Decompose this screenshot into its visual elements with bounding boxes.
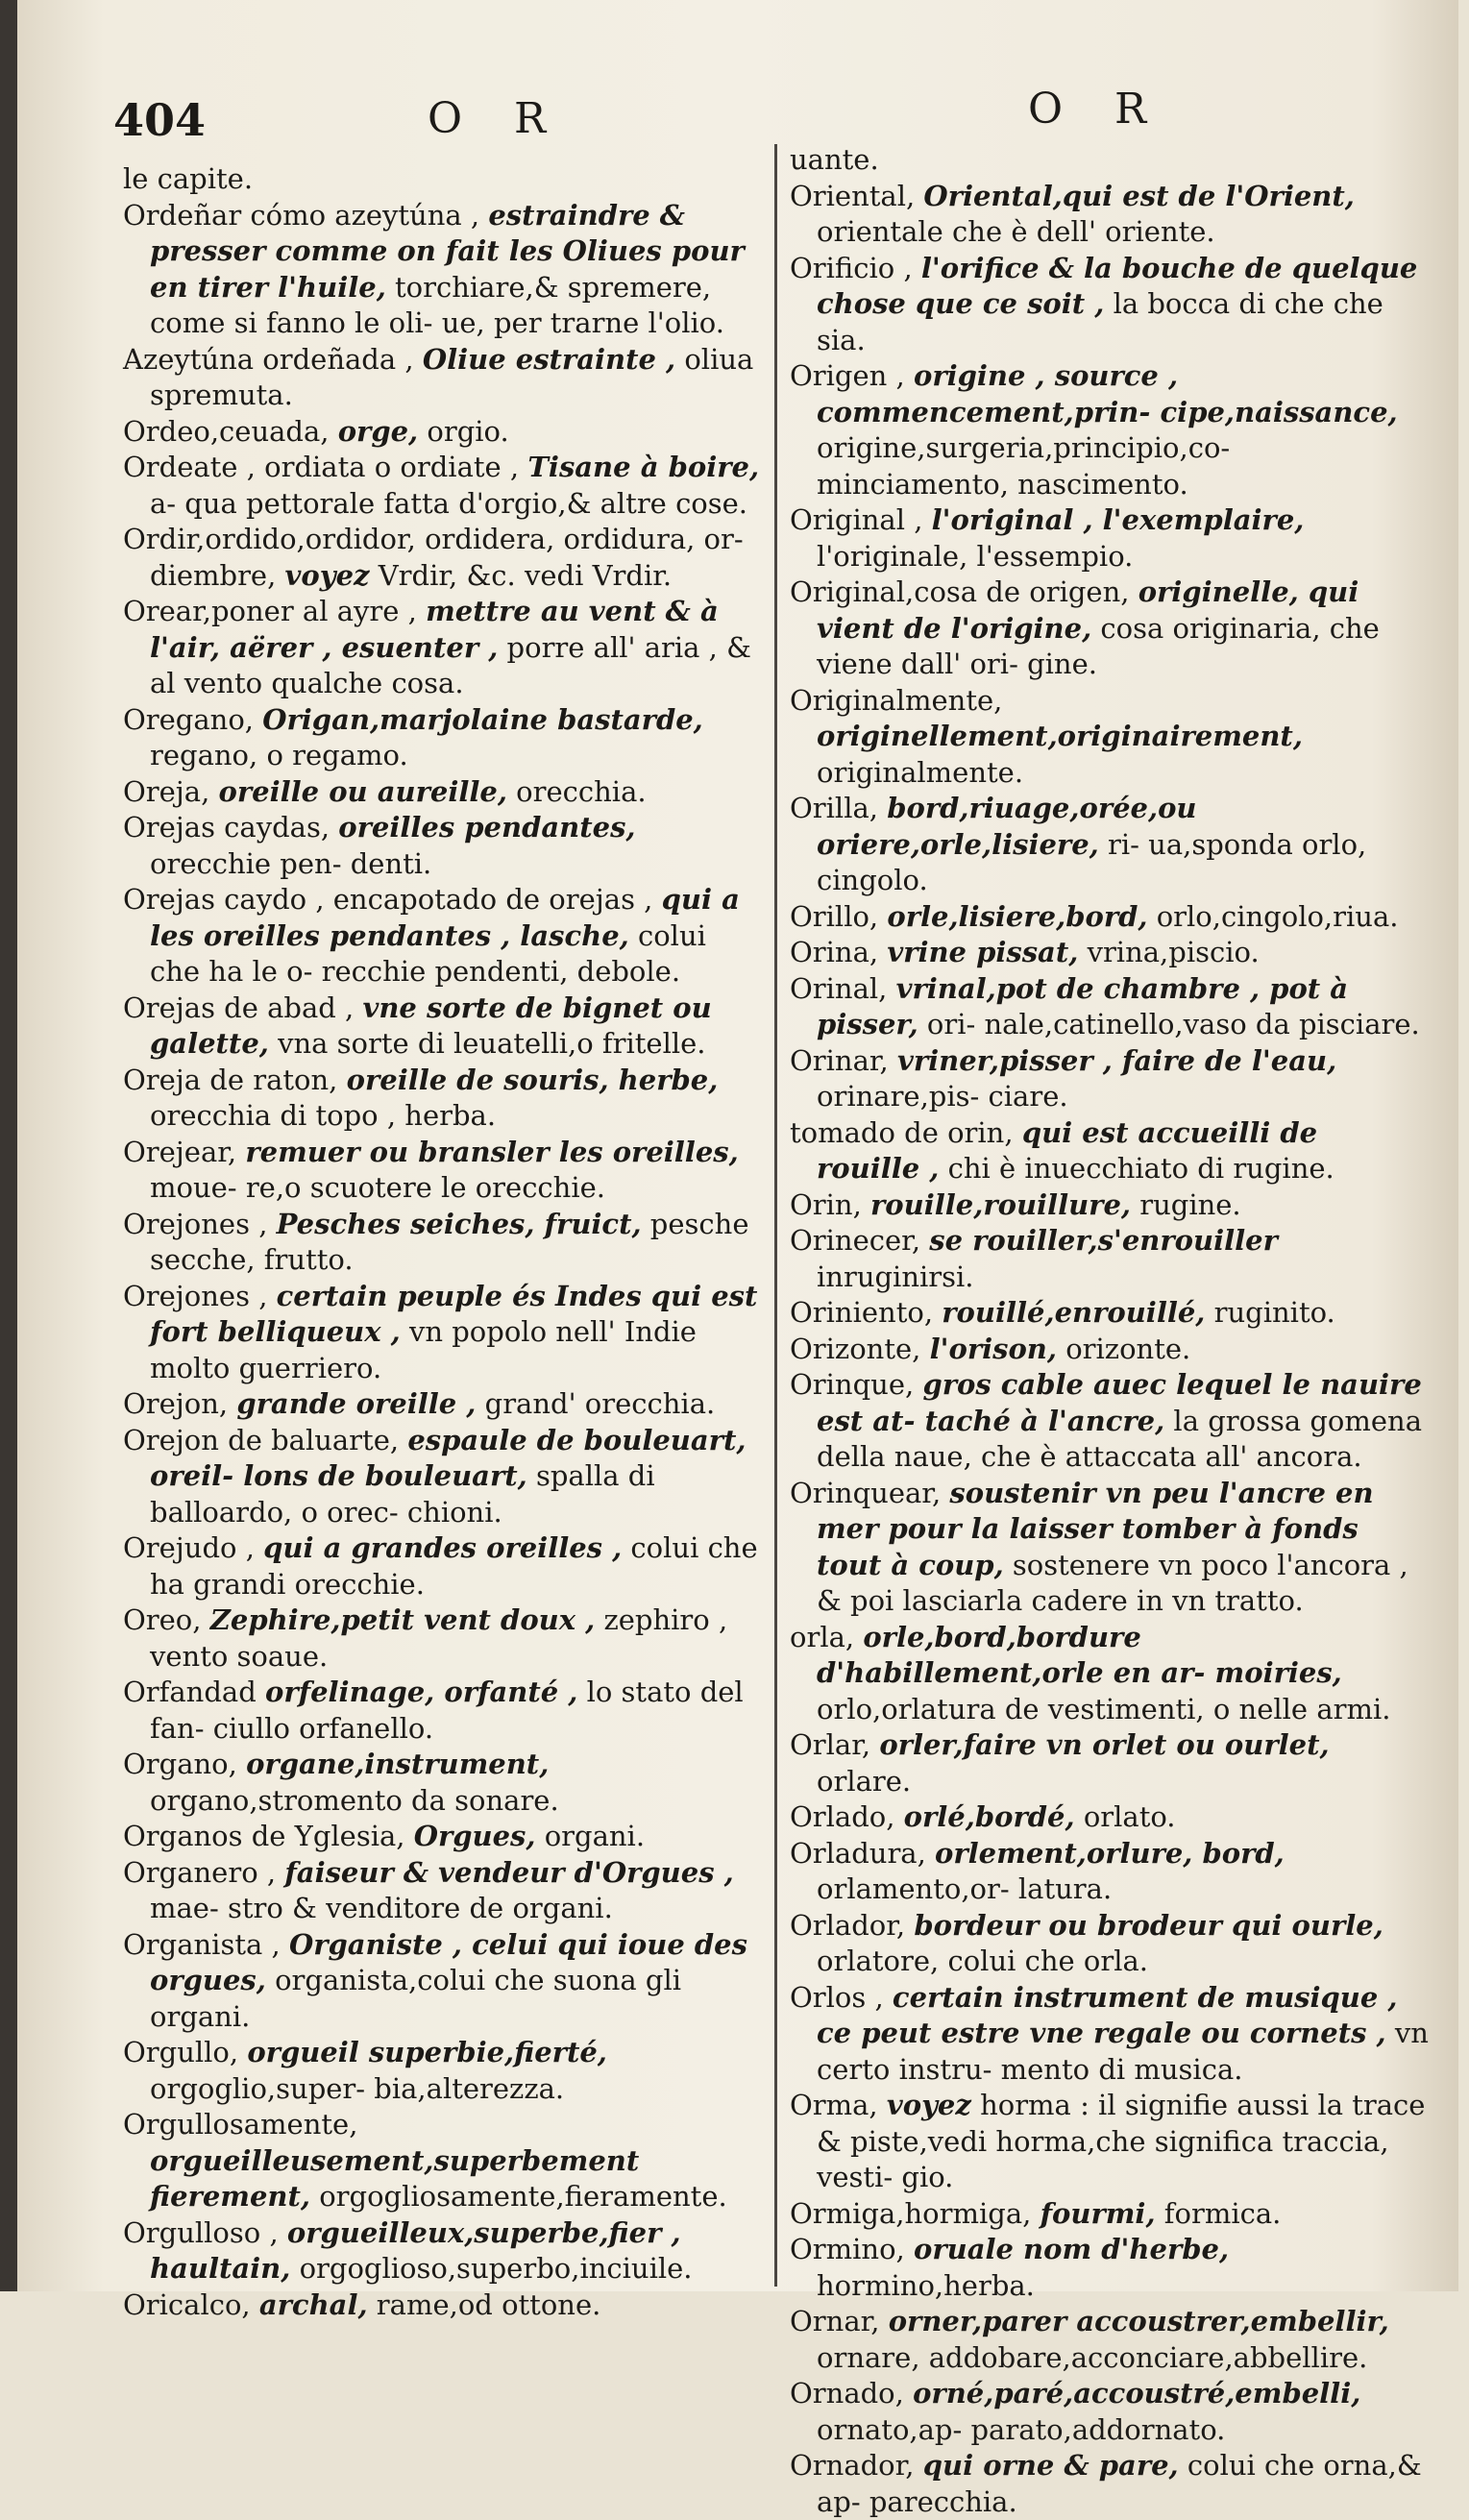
entry-headword: Orlos ,: [790, 1980, 884, 2014]
dictionary-entry: [790, 2232, 1429, 2304]
entry-french: remuer ou bransler les oreilles,: [245, 1135, 739, 1168]
entry-italian: hormino,herba.: [817, 2268, 1035, 2302]
dictionary-entry: [123, 702, 765, 774]
entry-headword: Orinque,: [790, 1368, 915, 1401]
entry-french: orge,: [337, 414, 419, 448]
dictionary-entry: [123, 1063, 765, 1135]
page-number: 404: [113, 94, 207, 146]
entry-french: mettre au vent & à l'air, aërer , esuenter ,: [150, 595, 719, 664]
entry-headword: Oriental,: [790, 179, 916, 212]
entry-italian: orlo,orlatura de vestimenti, o nelle armi.: [817, 1692, 1391, 1725]
entry-headword: Ordeñar cómo azeytúna ,: [123, 198, 480, 232]
entry-french: orfelinage, orfanté ,: [264, 1676, 578, 1708]
entry-italian: orientale che è dell' oriente.: [817, 215, 1215, 248]
entry-italian: orlamento,or- latura.: [817, 1872, 1113, 1905]
entry-italian: la bocca di che che sia.: [817, 287, 1383, 356]
entry-italian: organista,colui che suona gli organi.: [150, 1964, 682, 2033]
entry-headword: Orejear,: [123, 1135, 237, 1168]
dictionary-entry: [790, 1223, 1429, 1295]
entry-french: vrinal,pot de chambre , pot à pisser,: [817, 971, 1349, 1040]
entry-french: orgueilleusement,superbement fierement,: [150, 2143, 640, 2213]
entry-french: voyez: [284, 558, 370, 592]
entry-italian: l'originale, l'essempio.: [817, 539, 1134, 573]
entry-french: origine , source , commencement,prin- cipe,naissance,: [817, 359, 1398, 428]
entry-italian: ori- nale,catinello,vaso da pisciare.: [926, 1008, 1420, 1040]
dictionary-entry: [790, 683, 1429, 792]
entry-french: fourmi,: [1040, 2196, 1156, 2230]
entry-headword: Orfandad: [123, 1676, 257, 1708]
entry-italian: colui che ha le o- recchie pendenti, debole.: [150, 918, 706, 988]
entry-headword: Orillo,: [790, 899, 879, 933]
entry-headword: Orejon,: [123, 1387, 229, 1420]
entry-headword: Origen ,: [790, 359, 905, 392]
entry-italian: torchiare,& spremere, come si fanno le oli- ue, per trarne l'olio.: [150, 270, 724, 339]
dictionary-entry: [790, 2376, 1429, 2448]
dictionary-entry: [123, 1279, 765, 1387]
entry-italian: vrina,piscio.: [1087, 936, 1260, 968]
entry-headword: Orejon de baluarte,: [123, 1423, 400, 1456]
running-head-right: O R: [1028, 85, 1166, 134]
entry-headword: Originalmente,: [790, 683, 1003, 717]
dictionary-entry: [790, 502, 1429, 575]
column-divider: [774, 144, 777, 2287]
entry-italian: ornare, addobare,acconciare,abbellire.: [817, 2340, 1368, 2374]
entry-italian: ruginito.: [1213, 1296, 1335, 1329]
entry-italian: vn popolo nell' Indie molto guerriero.: [150, 1315, 697, 1384]
entry-italian: colui che ha grandi orecchie.: [150, 1531, 758, 1601]
entry-french: qui a les oreilles pendantes , lasche,: [150, 883, 740, 952]
entry-italian: chi è inuecchiato di rugine.: [947, 1152, 1334, 1185]
entry-headword: orla,: [790, 1620, 855, 1653]
entry-headword: Orejones ,: [123, 1207, 268, 1240]
dictionary-entry: [123, 774, 765, 811]
entry-headword: Ornador,: [790, 2449, 915, 2482]
entry-headword: Orlar,: [790, 1728, 871, 1761]
dictionary-entry: [123, 414, 765, 451]
entry-headword: Orificio ,: [790, 251, 913, 284]
dictionary-entry: [123, 1927, 765, 2036]
dictionary-entry: [123, 1855, 765, 1927]
entry-headword: Ornado,: [790, 2377, 904, 2410]
entry-headword: Orgullo,: [123, 2036, 239, 2068]
dictionary-entry: [123, 2107, 765, 2215]
entry-headword: Oriniento,: [790, 1296, 934, 1329]
entry-french: rouille,rouillure,: [870, 1187, 1131, 1221]
dictionary-entry: [123, 1675, 765, 1747]
entry-headword: Ornar,: [790, 2305, 880, 2337]
dictionary-entry: [790, 179, 1429, 251]
entry-french: orle,lisiere,bord,: [887, 899, 1148, 933]
entry-italian: grand' orecchia.: [484, 1387, 716, 1420]
dictionary-entry: [790, 1620, 1429, 1728]
entry-french: Tisane à boire,: [527, 451, 760, 483]
entry-headword: Orgulloso ,: [123, 2215, 279, 2249]
entry-italian: vn certo instru- mento di musica.: [817, 2017, 1429, 2086]
entry-headword: Orear,poner al ayre ,: [123, 595, 417, 627]
entry-headword: Orejas caydo , encapotado de orejas ,: [123, 883, 653, 916]
entry-french: orle,bord,bordure d'habillement,orle en ar- moiries,: [817, 1620, 1342, 1689]
entry-italian: pesche secche, frutto.: [150, 1207, 749, 1276]
entry-headword: Orina,: [790, 936, 879, 968]
dictionary-entry: [123, 1386, 765, 1423]
dictionary-entry: [123, 1207, 765, 1279]
entry-french: Origan,marjolaine bastarde,: [262, 702, 703, 736]
entry-italian: mae- stro & venditore de organi.: [150, 1892, 613, 1924]
dictionary-entry: [790, 935, 1429, 971]
entry-headword: Ormiga,hormiga,: [790, 2196, 1032, 2230]
entry-french: orler,faire vn orlet ou ourlet,: [879, 1728, 1330, 1761]
entry-italian: regano, o regamo.: [150, 739, 408, 771]
entry-italian: ri- ua,sponda orlo, cingolo.: [817, 827, 1367, 896]
entry-headword: Orlador,: [790, 1908, 906, 1942]
entry-headword: Orma,: [790, 2089, 878, 2121]
dictionary-entry: [123, 1135, 765, 1207]
entry-headword: Orejones ,: [123, 1279, 268, 1312]
dictionary-entry: [790, 1367, 1429, 1476]
entry-french: orgueil superbie,fierté,: [247, 2036, 607, 2068]
entry-italian: orgio.: [427, 414, 509, 448]
dictionary-entry: [790, 2196, 1429, 2233]
entry-french: qui a grandes oreilles ,: [263, 1531, 623, 1564]
running-head-left: O R: [428, 94, 566, 143]
entry-french: l'orifice & la bouche de quelque chose que ce soit ,: [817, 251, 1418, 320]
dictionary-entry: [790, 2448, 1429, 2520]
dictionary-entry: [123, 2215, 765, 2288]
entry-french: voyez: [886, 2089, 971, 2121]
entry-italian: a- qua pettorale fatta d'orgio,& altre cose.: [150, 486, 748, 520]
entry-italian: organo,stromento da sonare.: [150, 1783, 559, 1817]
entry-headword: Organos de Yglesia,: [123, 1820, 405, 1852]
right-column: [790, 142, 1429, 2520]
entry-italian: porre all' aria , & al vento qualche cosa.: [150, 630, 751, 699]
entry-headword: Orizonte,: [790, 1332, 921, 1365]
entry-french: grande oreille ,: [236, 1387, 477, 1420]
entry-french: se rouiller,s'enrouiller: [929, 1224, 1278, 1257]
dictionary-entry: [790, 2304, 1429, 2376]
entry-italian: ornato,ap- parato,addornato.: [817, 2412, 1226, 2446]
dictionary-entry: [790, 1115, 1429, 1187]
entry-headword: Organista ,: [123, 1927, 281, 1961]
dictionary-entry: [790, 1836, 1429, 1908]
entry-french: organe,instrument,: [246, 1748, 550, 1780]
dictionary-entry: [123, 991, 765, 1063]
dictionary-entry: [123, 2288, 765, 2324]
entry-french: l'orison,: [929, 1332, 1057, 1365]
entry-french: soustenir vn peu l'ancre en mer pour la laisser tomber à fonds tout à coup,: [817, 1476, 1374, 1581]
entry-french: originellement,originairement,: [817, 720, 1303, 752]
dictionary-entry: [123, 1603, 765, 1675]
entry-headword: Oregano,: [123, 702, 255, 736]
entry-french: bordeur ou brodeur qui ourle,: [914, 1908, 1383, 1942]
entry-italian: formica.: [1163, 2196, 1282, 2230]
entry-italian: cosa originaria, che viene dall' ori- gine.: [817, 611, 1380, 680]
dictionary-entry: [790, 1908, 1429, 1980]
dictionary-entry: [790, 899, 1429, 936]
entry-headword: Orejudo ,: [123, 1531, 255, 1564]
entry-headword: Organero ,: [123, 1855, 277, 1889]
entry-french: qui est accueilli de rouille ,: [817, 1115, 1318, 1185]
entry-headword: Oreo,: [123, 1603, 202, 1636]
entry-italian: orecchia di topo , herba.: [150, 1099, 497, 1132]
dictionary-entry: [123, 161, 765, 198]
entry-headword: Orinal,: [790, 971, 888, 1005]
dictionary-entry: [123, 522, 765, 594]
entry-french: archal,: [258, 2288, 368, 2321]
entry-french: orlé,bordé,: [903, 1800, 1075, 1833]
entry-italian: orlatore, colui che orla.: [817, 1945, 1149, 1977]
entry-italian: orlo,cingolo,riua.: [1156, 899, 1399, 933]
entry-italian: lo stato del fan- ciullo orfanello.: [150, 1676, 744, 1745]
entry-french: originelle, qui vient de l'origine,: [817, 575, 1359, 645]
dictionary-entry: [123, 594, 765, 702]
entry-headword: Oricalco,: [123, 2288, 251, 2321]
entry-italian: orgogliosamente,fieramente.: [319, 2180, 727, 2213]
entry-headword: Original ,: [790, 503, 923, 536]
entry-french: estraindre & presser comme on fait les Oliues pour en tirer l'huile,: [150, 198, 745, 304]
entry-italian: vna sorte di leuatelli,o fritelle.: [278, 1027, 706, 1060]
entry-italian: organi.: [544, 1820, 646, 1852]
entry-italian: rugine.: [1139, 1187, 1241, 1221]
dictionary-entry: [790, 2088, 1429, 2196]
entry-italian: spalla di balloardo, o orec- chioni.: [150, 1459, 655, 1529]
entry-headword: Oreja de raton,: [123, 1063, 338, 1096]
dictionary-entry: [790, 1187, 1429, 1224]
dictionary-entry: [790, 1799, 1429, 1836]
dictionary-entry: [123, 1530, 765, 1603]
entry-italian: zephiro , vento soaue.: [150, 1603, 728, 1673]
entry-italian: la grossa gomena della naue, che è attaccata all' ancora.: [817, 1404, 1423, 1473]
dictionary-entry: [790, 1043, 1429, 1115]
entry-italian: originalmente.: [817, 755, 1024, 789]
entry-headword: Ordeate , ordiata o ordiate ,: [123, 451, 520, 483]
entry-french: vrine pissat,: [887, 936, 1079, 968]
entry-french: Pesches seiches, fruict,: [276, 1207, 642, 1240]
entry-french: certain instrument de musique , ce peut estre vne regale ou cornets ,: [817, 1980, 1398, 2049]
entry-headword: Organo,: [123, 1748, 237, 1780]
entry-french: vriner,pisser , faire de l'eau,: [897, 1043, 1337, 1077]
entry-headword: Orinecer,: [790, 1224, 921, 1257]
dictionary-entry: [790, 791, 1429, 899]
entry-french: gros cable auec lequel le nauire est at- taché à l'ancre,: [817, 1368, 1422, 1437]
entry-headword: Oreja,: [123, 774, 210, 808]
entry-headword: Orilla,: [790, 792, 878, 824]
dictionary-entry: [790, 1332, 1429, 1368]
left-column: [123, 161, 765, 2323]
entry-italian: colui che orna,& ap- parecchia.: [817, 2449, 1422, 2518]
dictionary-entry: [790, 1980, 1429, 2089]
entry-italian: rame,od ottone.: [376, 2288, 601, 2321]
entry-french: espaule de bouleuart, oreil- lons de bouleuart,: [150, 1423, 747, 1492]
entry-italian: sostenere vn poco l'ancora , & poi lasciarla cadere in vn tratto.: [817, 1548, 1408, 1617]
entry-french: orné,paré,accoustré,embelli,: [913, 2377, 1361, 2410]
entry-french: faiseur & vendeur d'Orgues ,: [284, 1855, 734, 1889]
entry-italian: orgoglioso,superbo,inciuile.: [299, 2252, 693, 2285]
dictionary-entry: [790, 575, 1429, 683]
entry-headword: Orladura,: [790, 1836, 926, 1870]
entry-italian: orinare,pis- ciare.: [817, 1080, 1068, 1113]
entry-italian: moue- re,o scuotere le orecchie.: [150, 1171, 606, 1204]
entry-headword: Ormino,: [790, 2233, 905, 2265]
dictionary-entry: [123, 450, 765, 522]
entry-french: orlement,orlure, bord,: [935, 1836, 1285, 1870]
entry-french: Organiste , celui qui ioue des orgues,: [150, 1927, 747, 1996]
entry-italian: orecchie pen- denti.: [150, 846, 432, 880]
dictionary-entry: [790, 1295, 1429, 1332]
entry-italian: oliua spremuta.: [150, 342, 754, 411]
entry-italian: orgoglio,super- bia,alterezza.: [150, 2071, 565, 2105]
entry-italian: Vrdir, &c. vedi Vrdir.: [378, 558, 673, 592]
entry-italian: orizonte.: [1065, 1332, 1191, 1365]
entry-italian: inruginirsi.: [817, 1260, 974, 1293]
entry-french: Orgues,: [413, 1820, 536, 1852]
dictionary-entry: [790, 251, 1429, 359]
entry-italian: orecchia.: [516, 774, 647, 808]
dictionary-entry: [790, 971, 1429, 1043]
entry-french: vne sorte de bignet ou galette,: [150, 991, 712, 1060]
entry-headword: tomado de orin,: [790, 1115, 1014, 1149]
dictionary-entry: [123, 1819, 765, 1855]
entry-italian: orlare.: [817, 1764, 912, 1798]
page-header: [0, 85, 1469, 146]
entry-french: Oliue estrainte ,: [422, 342, 676, 376]
entry-headword: Orejas caydas,: [123, 811, 331, 844]
entry-french: qui orne & pare,: [922, 2449, 1179, 2482]
entry-headword: Orejas de abad ,: [123, 991, 355, 1024]
dictionary-entry: [123, 1747, 765, 1819]
dictionary-entry: [123, 810, 765, 882]
entry-french: oreille de souris, herbe,: [346, 1063, 719, 1096]
entry-french: certain peuple és Indes qui est fort belliqueux ,: [150, 1279, 758, 1348]
entry-italian: origine,surgeria,principio,co- minciamento, nascimento.: [817, 431, 1231, 501]
entry-headword: Orinar,: [790, 1043, 889, 1077]
entry-headword: Orlado,: [790, 1800, 895, 1833]
dictionary-entry: [123, 882, 765, 991]
dictionary-entry: [123, 198, 765, 342]
entry-italian: horma : il signifie aussi la trace & piste,vedi horma,che significa traccia, vesti- gio.: [817, 2089, 1426, 2193]
entry-headword: Ordeo,ceuada,: [123, 414, 330, 448]
entry-headword: Orgullosamente,: [123, 2108, 358, 2141]
book-gutter: [0, 0, 17, 2291]
dictionary-entry: [790, 358, 1429, 502]
entry-french: Oriental,qui est de l'Orient,: [923, 179, 1355, 212]
dictionary-entry: [123, 342, 765, 414]
dictionary-entry: [790, 1727, 1429, 1799]
entry-french: oreilles pendantes,: [338, 811, 636, 844]
entry-french: oruale nom d'herbe,: [914, 2233, 1230, 2265]
entry-french: rouillé,enrouillé,: [942, 1296, 1206, 1329]
entry-french: orgueilleux,superbe,fier , haultain,: [150, 2215, 681, 2285]
entry-headword: Ordir,ordido,ordidor, ordidera, ordidura, or- diembre,: [123, 523, 744, 592]
entry-italian: orlato.: [1083, 1800, 1176, 1833]
entry-headword: Original,cosa de origen,: [790, 575, 1130, 608]
entry-headword: Orin,: [790, 1187, 862, 1221]
entry-headword: Azeytúna ordeñada ,: [123, 342, 414, 376]
entry-italian: uante.: [790, 143, 879, 176]
entry-french: bord,riuage,orée,ou oriere,orle,lisiere,: [817, 792, 1197, 861]
entry-french: Zephire,petit vent doux ,: [209, 1603, 596, 1636]
entry-french: orner,parer accoustrer,embellir,: [888, 2305, 1389, 2337]
entry-headword: Orinquear,: [790, 1476, 942, 1509]
entry-french: oreille ou aureille,: [218, 774, 507, 808]
entry-italian: le capite.: [123, 162, 254, 195]
dictionary-entry: [790, 1476, 1429, 1620]
dictionary-entry: [123, 1423, 765, 1531]
dictionary-entry: [123, 2035, 765, 2107]
entry-french: l'original , l'exemplaire,: [931, 503, 1305, 536]
dictionary-entry: [790, 142, 1429, 179]
